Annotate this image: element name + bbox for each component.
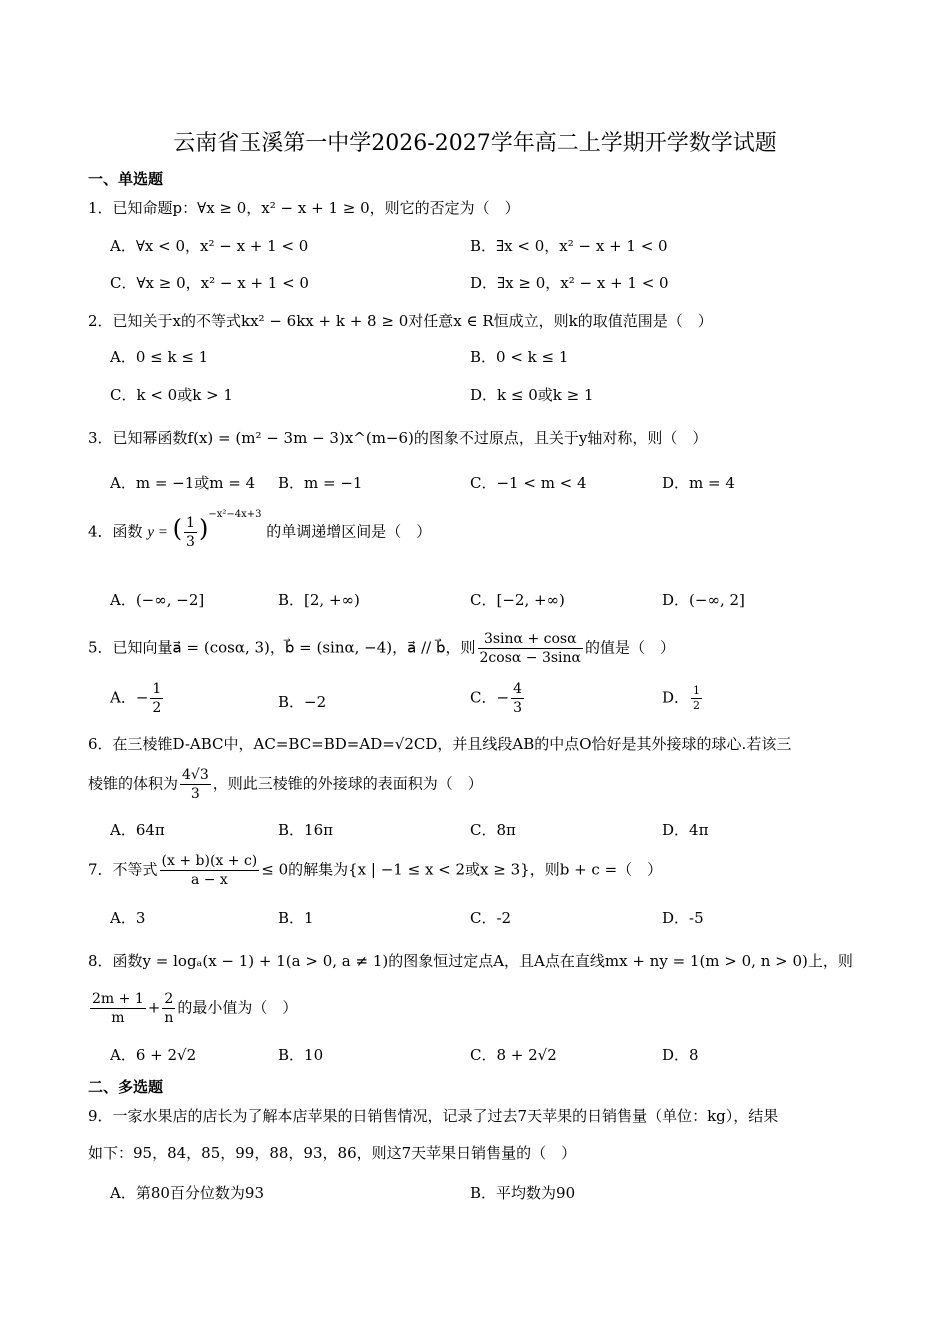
question-1-option-c[interactable]: C．∀x ≥ 0，x² − x + 1 < 0: [110, 274, 309, 292]
question-8-line-2: [88, 990, 297, 1027]
option-label: A．: [110, 688, 136, 707]
question-5-fraction: [478, 630, 584, 667]
question-3-option-d[interactable]: D．m = 4: [662, 474, 735, 492]
question-5-stem: [88, 630, 675, 667]
fraction-numerator: 2m + 1: [92, 991, 144, 1007]
question-9-line-1: 9．一家水果店的店长为了解本店苹果的日销售情况，记录了过去7天苹果的日销售量（单位：kg），结果: [88, 1107, 779, 1125]
question-4-prefix: 4．函数: [88, 522, 143, 541]
question-6-option-d[interactable]: D．4π: [662, 821, 709, 839]
question-3-option-a[interactable]: A．m = −1或m = 4: [110, 474, 256, 492]
option-label: D．: [662, 688, 690, 707]
question-1-option-d[interactable]: D．∃x ≥ 0，x² − x + 1 < 0: [470, 274, 669, 292]
question-5-option-b[interactable]: B．−2: [278, 693, 327, 711]
fraction-numerator: 3sinα + cosα: [478, 630, 584, 649]
question-3-option-b[interactable]: B．m = −1: [278, 474, 363, 492]
fraction-denominator: 3: [186, 534, 195, 550]
option-fraction: [691, 684, 702, 713]
section-heading-single-choice: 一、单选题: [88, 170, 164, 188]
fraction-denominator: m: [111, 1010, 125, 1026]
fraction-denominator: a − x: [190, 872, 228, 888]
fraction-numerator: 2: [162, 990, 175, 1009]
question-4-function-name: y =: [147, 524, 168, 541]
question-6-prefix: 棱锥的体积为: [88, 774, 179, 793]
question-3-option-c[interactable]: C．−1 < m < 4: [470, 474, 587, 492]
question-8-option-c[interactable]: C．8 + 2√2: [470, 1046, 557, 1064]
fraction-denominator: 2: [693, 699, 701, 712]
question-4-option-a[interactable]: A．(−∞, −2]: [110, 591, 205, 609]
question-2-option-d[interactable]: D．k ≤ 0或k ≥ 1: [470, 386, 594, 404]
question-6-fraction: [180, 766, 211, 803]
question-5-suffix: 的值是（ ）: [585, 638, 676, 657]
fraction-numerator: 4: [513, 681, 522, 697]
question-4-exponent: −x²−4x+3: [208, 508, 262, 520]
question-5-option-d[interactable]: [662, 684, 704, 713]
question-2-stem: 2．已知关于x的不等式kx² − 6kx + k + 8 ≥ 0对任意x ∈ R恒成立，则k的取值范围是（ ）: [88, 312, 713, 330]
question-8-suffix: 的最小值为（ ）: [177, 998, 298, 1017]
question-2-option-c[interactable]: C．k < 0或k > 1: [110, 386, 233, 404]
question-8-line-1: 8．函数y = logₐ(x − 1) + 1(a > 0, a ≠ 1)的图象恒过定点A，且A点在直线mx + ny = 1(m > 0, n > 0)上，则: [88, 952, 853, 970]
option-fraction: [511, 680, 524, 717]
right-paren: ): [198, 514, 209, 543]
question-6-option-b[interactable]: B．16π: [278, 821, 333, 839]
fraction-numerator: 4√3: [182, 767, 209, 783]
question-7-stem: [88, 852, 662, 889]
question-4-stem: [88, 508, 432, 551]
question-6-line-2: [88, 766, 483, 803]
question-4-suffix: 的单调递增区间是（ ）: [266, 522, 432, 541]
question-3-stem: 3．已知幂函数f(x) = (m² − 3m − 3)x^(m−6)的图象不过原点，且关于y轴对称，则（ ）: [88, 429, 708, 447]
question-7-fraction: [160, 852, 260, 889]
option-label: C．: [470, 688, 497, 707]
question-8-fraction-1: [90, 990, 146, 1027]
question-6-suffix: ，则此三棱锥的外接球的表面积为（ ）: [212, 774, 483, 793]
question-8-option-a[interactable]: A．6 + 2√2: [110, 1046, 197, 1064]
question-4-option-b[interactable]: B．[2, +∞): [278, 591, 360, 609]
question-4-option-c[interactable]: C．[−2, +∞): [470, 591, 565, 609]
plus-sign: +: [147, 998, 161, 1017]
question-8-option-b[interactable]: B．10: [278, 1046, 324, 1064]
question-1-option-b[interactable]: B．∃x < 0，x² − x + 1 < 0: [470, 237, 668, 255]
question-7-prefix: 7．不等式: [88, 860, 158, 879]
question-6-option-c[interactable]: C．8π: [470, 821, 516, 839]
fraction-numerator: 1: [152, 681, 162, 697]
fraction-denominator: 3: [190, 786, 200, 802]
question-4-option-d[interactable]: D．(−∞, 2]: [662, 591, 745, 609]
fraction-denominator: 2: [152, 700, 162, 716]
question-9-option-b[interactable]: B．平均数为90: [470, 1184, 576, 1202]
question-1-stem: 1．已知命题p：∀x ≥ 0，x² − x + 1 ≥ 0，则它的否定为（ ）: [88, 199, 520, 217]
question-4-base-fraction: [184, 514, 197, 551]
section-heading-multiple-choice: 二、多选题: [88, 1078, 164, 1096]
fraction-denominator: n: [164, 1010, 174, 1026]
fraction-numerator: 1: [693, 684, 701, 697]
question-9-line-2: 如下：95，84，85，99，88，93，86，则这7天苹果日销售量的（ ）: [88, 1144, 577, 1162]
question-1-option-a[interactable]: A．∀x < 0，x² − x + 1 < 0: [110, 237, 309, 255]
question-6-line-1: 6．在三棱锥D-ABC中，AC=BC=BD=AD=√2CD，并且线段AB的中点O恰好是其外接球的球心.若该三: [88, 735, 792, 753]
question-8-option-d[interactable]: D．8: [662, 1046, 699, 1064]
question-9-option-a[interactable]: A．第80百分位数为93: [110, 1184, 265, 1202]
question-5-option-c[interactable]: [470, 680, 526, 717]
minus-sign: −: [135, 688, 149, 707]
page-title: 云南省玉溪第一中学2026-2027学年高二上学期开学数学试题: [173, 131, 777, 156]
fraction-numerator: (x + b)(x + c): [161, 853, 258, 869]
question-7-option-b[interactable]: B．1: [278, 909, 314, 927]
question-5-option-a[interactable]: [110, 680, 165, 717]
question-5-prefix: 5．已知向量a⃗ = (cosα, 3)，b⃗ = (sinα, −4)，a⃗ // b⃗，则: [88, 638, 476, 657]
question-7-option-d[interactable]: D．-5: [662, 909, 704, 927]
question-2-option-b[interactable]: B．0 < k ≤ 1: [470, 348, 569, 366]
question-6-option-a[interactable]: A．64π: [110, 821, 165, 839]
fraction-denominator: 3: [513, 700, 522, 716]
question-7-suffix: ≤ 0的解集为{x | −1 ≤ x < 2或x ≥ 3}，则b + c =（ ）: [261, 860, 663, 879]
fraction-numerator: 1: [186, 515, 195, 531]
option-fraction: [150, 680, 163, 717]
question-7-option-c[interactable]: C．-2: [470, 909, 512, 927]
question-7-option-a[interactable]: A．3: [110, 909, 146, 927]
question-8-fraction-2: [162, 990, 175, 1027]
question-2-option-a[interactable]: A．0 ≤ k ≤ 1: [110, 348, 209, 366]
minus-sign: −: [496, 688, 510, 707]
left-paren: (: [172, 514, 183, 543]
fraction-denominator: 2cosα − 3sinα: [479, 650, 582, 666]
